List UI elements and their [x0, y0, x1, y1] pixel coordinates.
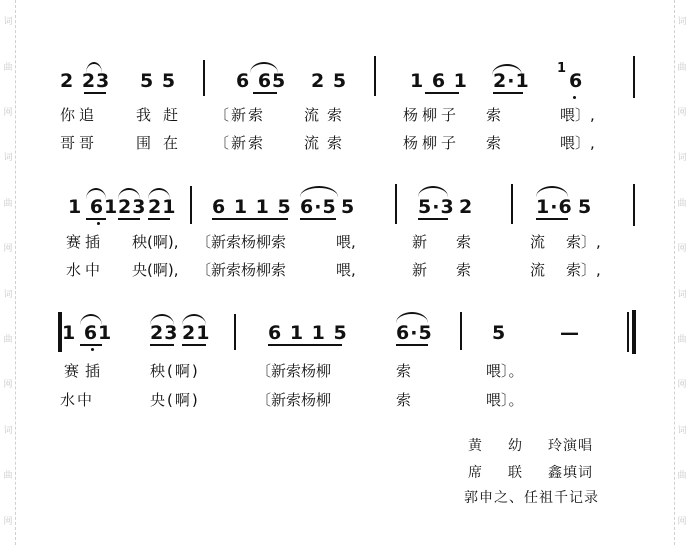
- lyric-text: 流: [530, 261, 546, 279]
- bar-line: [633, 56, 635, 98]
- note-group: 5: [341, 196, 356, 218]
- lyric-text: 哥哥: [60, 134, 99, 152]
- credit-recorders: 郭申之、任祖千记录: [464, 490, 599, 506]
- watermark-char: 网: [677, 516, 687, 527]
- watermark-char: 词: [3, 289, 13, 300]
- watermark-char: 词: [3, 17, 13, 28]
- underline: [300, 218, 336, 220]
- lyric-text: 秧(啊),: [132, 233, 179, 251]
- watermark-char: 网: [677, 380, 687, 391]
- lyric-text: 水中: [66, 261, 105, 279]
- watermark-char: 词: [3, 425, 13, 436]
- note-group: 6 65: [236, 70, 287, 92]
- lyric-text: 〔新索杨柳索: [196, 233, 287, 251]
- lyric-text: 索〕,: [566, 261, 601, 279]
- lyric-text: 索: [486, 134, 502, 152]
- note-group: 2 23: [60, 70, 111, 92]
- lyric-text: 喂,: [336, 261, 356, 279]
- low-octave-dot: [573, 96, 576, 99]
- lyric-text: 喂〕,: [560, 134, 595, 152]
- underline: [396, 344, 428, 346]
- lyric-text: 索: [396, 391, 412, 409]
- note-group: 21: [182, 322, 211, 344]
- note-group: 6 1 1 5: [212, 196, 292, 218]
- note-group: 2 5: [311, 70, 348, 92]
- lyric-text: 〔新索: [214, 134, 266, 152]
- bar-line: [395, 184, 397, 224]
- note-group: 1 61: [68, 196, 119, 218]
- underline: [84, 92, 106, 94]
- note-group: 6·5: [300, 196, 337, 218]
- low-octave-dot: [91, 348, 94, 351]
- bar-line: [511, 184, 513, 224]
- bar-line: [234, 314, 236, 350]
- low-octave-dot: [97, 222, 100, 225]
- credit-surname: 黄: [468, 438, 483, 454]
- underline: [268, 344, 342, 346]
- watermark-char: 网: [677, 244, 687, 255]
- lyric-text: 杨柳子: [403, 134, 461, 152]
- watermark-char: 曲: [3, 62, 13, 73]
- note-group: 21: [148, 196, 177, 218]
- underline: [212, 218, 288, 220]
- watermark-char: 网: [3, 244, 13, 255]
- lyric-text: 水中: [60, 391, 95, 409]
- watermark-char: 词: [677, 289, 687, 300]
- note-group: 2·1: [493, 70, 530, 92]
- note-group: 5·3: [418, 196, 455, 218]
- lyric-text: 我赶: [136, 106, 191, 124]
- credit-role: 鑫填词: [548, 465, 593, 481]
- watermark-char: 曲: [3, 198, 13, 209]
- underline: [86, 218, 106, 220]
- watermark-char: 词: [677, 17, 687, 28]
- note-group: 2: [459, 196, 474, 218]
- watermark-char: 网: [3, 380, 13, 391]
- underline: [253, 92, 277, 94]
- underline: [80, 344, 102, 346]
- bar-line: [190, 186, 192, 224]
- right-margin-divider: [674, 0, 675, 545]
- lyric-text: 央(啊): [150, 391, 200, 409]
- credit-name: 联: [508, 465, 523, 481]
- note-group: 1 61: [62, 322, 113, 344]
- underline: [418, 218, 448, 220]
- note-group: 1·6: [536, 196, 573, 218]
- note-group: 6 1 1 5: [268, 322, 348, 344]
- watermark-char: 曲: [677, 471, 687, 482]
- bar-line: [460, 312, 462, 350]
- underline: [425, 92, 459, 94]
- watermark-char: 曲: [677, 335, 687, 346]
- watermark-char: 词: [3, 153, 13, 164]
- watermark-char: 网: [3, 108, 13, 119]
- lyric-text: 赛插: [66, 233, 105, 251]
- lyric-text: 流: [530, 233, 546, 251]
- note-group: 5: [578, 196, 593, 218]
- lyric-text: 索: [396, 362, 412, 380]
- lyric-text: 流索: [304, 134, 351, 152]
- note-group: 5 5: [140, 70, 177, 92]
- lyric-text: 〔新索: [214, 106, 266, 124]
- lyric-text: 索: [486, 106, 502, 124]
- underline: [118, 218, 140, 220]
- final-bar-thick: [632, 310, 636, 354]
- watermark-char: 词: [677, 425, 687, 436]
- lyric-text: 〔新索杨柳: [256, 362, 332, 380]
- note-group: 5: [492, 322, 507, 344]
- watermark-char: 曲: [3, 335, 13, 346]
- lyric-text: 喂〕,: [560, 106, 595, 124]
- watermark-char: 曲: [677, 62, 687, 73]
- lyric-text: 喂,: [336, 233, 356, 251]
- lyric-text: 杨柳子: [403, 106, 461, 124]
- lyric-text: 新: [412, 233, 428, 251]
- final-bar-thin: [627, 312, 629, 352]
- left-watermark: [2, 0, 14, 545]
- bar-line: [633, 184, 635, 226]
- lyric-text: 央(啊),: [132, 261, 179, 279]
- credit-name: 幼: [508, 438, 523, 454]
- lyric-text: 〔新索杨柳: [256, 391, 332, 409]
- watermark-char: 曲: [677, 198, 687, 209]
- lyric-text: 〔新索杨柳索: [196, 261, 287, 279]
- lyric-text: 秧(啊): [150, 362, 200, 380]
- lyric-text: 流索: [304, 106, 351, 124]
- watermark-char: 网: [677, 108, 687, 119]
- watermark-char: 词: [677, 153, 687, 164]
- right-watermark: [676, 0, 688, 545]
- lyric-text: 赛插: [64, 362, 107, 380]
- lyric-text: 新: [412, 261, 428, 279]
- grace-note: 1: [557, 61, 568, 76]
- extension-dash: —: [560, 322, 580, 344]
- underline: [182, 344, 206, 346]
- note-group: 6·5: [396, 322, 433, 344]
- credit-surname: 席: [468, 465, 483, 481]
- bar-line: [203, 60, 205, 96]
- credit-role: 玲演唱: [548, 438, 593, 454]
- left-margin-divider: [15, 0, 16, 545]
- lyric-text: 围在: [136, 134, 191, 152]
- lyric-text: 喂〕。: [486, 362, 524, 380]
- lyric-text: 索: [456, 233, 472, 251]
- underline: [150, 344, 174, 346]
- note-group: 1 6 1: [410, 70, 468, 92]
- lyric-text: 喂〕。: [486, 391, 524, 409]
- underline: [493, 92, 523, 94]
- lyric-text: 你追: [60, 106, 99, 124]
- watermark-char: 网: [3, 516, 13, 527]
- underline: [536, 218, 568, 220]
- underline: [148, 218, 170, 220]
- bar-line: [374, 56, 376, 96]
- note-group: 23: [150, 322, 179, 344]
- bar-line: [58, 312, 62, 352]
- lyric-text: 索〕,: [566, 233, 601, 251]
- lyric-text: 索: [456, 261, 472, 279]
- note-group: 23: [118, 196, 147, 218]
- note-group: 6: [569, 70, 584, 92]
- watermark-char: 曲: [3, 471, 13, 482]
